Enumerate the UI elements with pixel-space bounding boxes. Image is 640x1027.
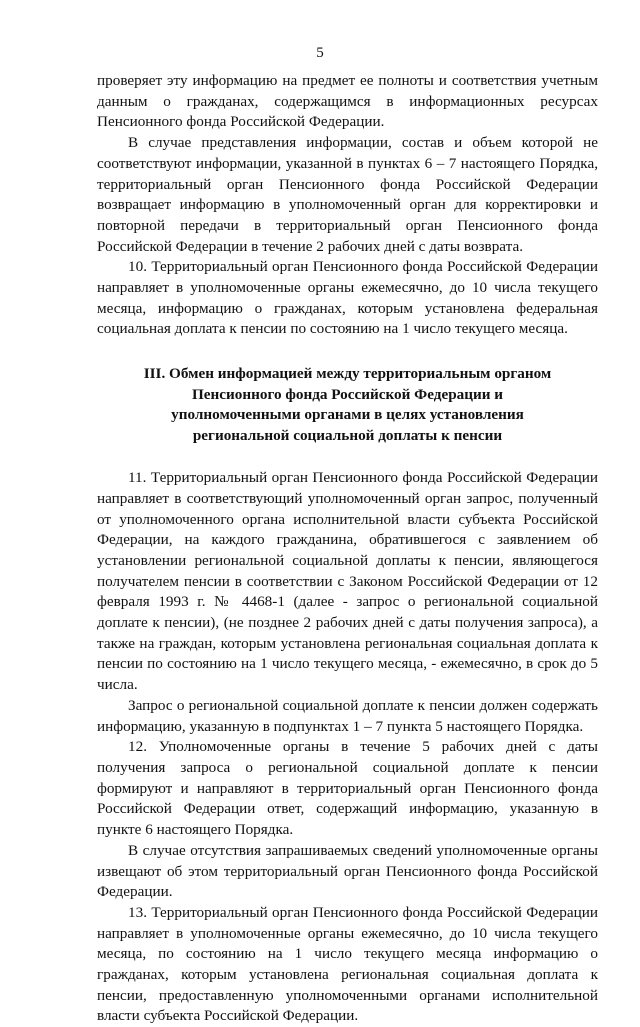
paragraph-continuation: проверяет эту информацию на предмет ее полноты и соответствия учетным данным о гражданах, содержащимся в информационных ресурсах Пенсионного фонда Российской Федерации. xyxy=(97,72,598,131)
paragraph-item-12: 12. Уполномоченные органы в течение 5 рабочих дней с даты получения запроса о региональной социальной доплате к пенсии формируют и направляют в территориальный орган Пенсионного фонда Российской Федерации ответ, содержащий информацию, указанную в пункте 6 настоящего Порядка. xyxy=(97,738,598,839)
paragraph-request-content: Запрос о региональной социальной доплате к пенсии должен содержать информацию, указанную в подпунктах 1 – 7 пункта 5 настоящего Порядка. xyxy=(97,696,598,735)
paragraph-no-data: В случае отсутствия запрашиваемых сведений уполномоченные органы извещают об этом территориальный орган Пенсионного фонда Российской Федерации. xyxy=(97,841,598,901)
paragraph-item-10: 10. Территориальный орган Пенсионного фонда Российской Федерации направляет в уполномоченные органы ежемесячно, до 10 числа текущего месяца, информацию о гражданах, которым установлена федеральная социальная доплата к пенсии по состоянию на 1 число текущего месяца. xyxy=(97,258,598,338)
section-heading: III. Обмен информацией между территориальным органом Пенсионного фонда Российской Федерации и уполномоченными органами в целях установления региональной социальной доплаты к пенсии xyxy=(143,365,552,444)
document-body xyxy=(97,71,598,1027)
paragraph-return-info: В случае представления информации, состав и объем которой не соответствуют информации, указанной в пунктах 6 – 7 настоящего Порядка, территориальный орган Пенсионного фонда Российской Федерации возвращает информацию в уполномоченный орган для корректировки и повторной передачи в территориальный орган Пенсионного фонда Российской Федерации в течение 2 рабочих дней с даты возврата. xyxy=(97,134,598,255)
page-number: 5 xyxy=(316,45,324,61)
paragraph-item-11: 11. Территориальный орган Пенсионного фонда Российской Федерации направляет в соответствующий уполномоченный орган запрос, полученный от уполномоченного органа исполнительной власти субъекта Российской Федерации, на каждого гражданина, обратившегося с заявлением об установлении региональной социальной доплаты к пенсии, являющегося получателем пенсии в соответствии с Законом Российской Федерации от 12 февраля 1993 г. № 4468-1 (далее - запрос о региональной социальной доплате к пенсии), (не позднее 2 рабочих дней с даты получения запроса), а также на граждан, которым установлена региональная социальная доплата к пенсии по состоянию на 1 число текущего месяца, - ежемесячно, в срок до 5 числа. xyxy=(97,469,598,694)
paragraph-item-13: 13. Территориальный орган Пенсионного фонда Российской Федерации направляет в уполномоченные органы ежемесячно, до 10 числа текущего месяца, по состоянию на 1 число текущего месяца информацию о гражданах, которым установлена региональная социальная доплата к пенсии, предоставленную уполномоченными органами исполнительной власти субъекта Российской Федерации. xyxy=(97,903,598,1025)
